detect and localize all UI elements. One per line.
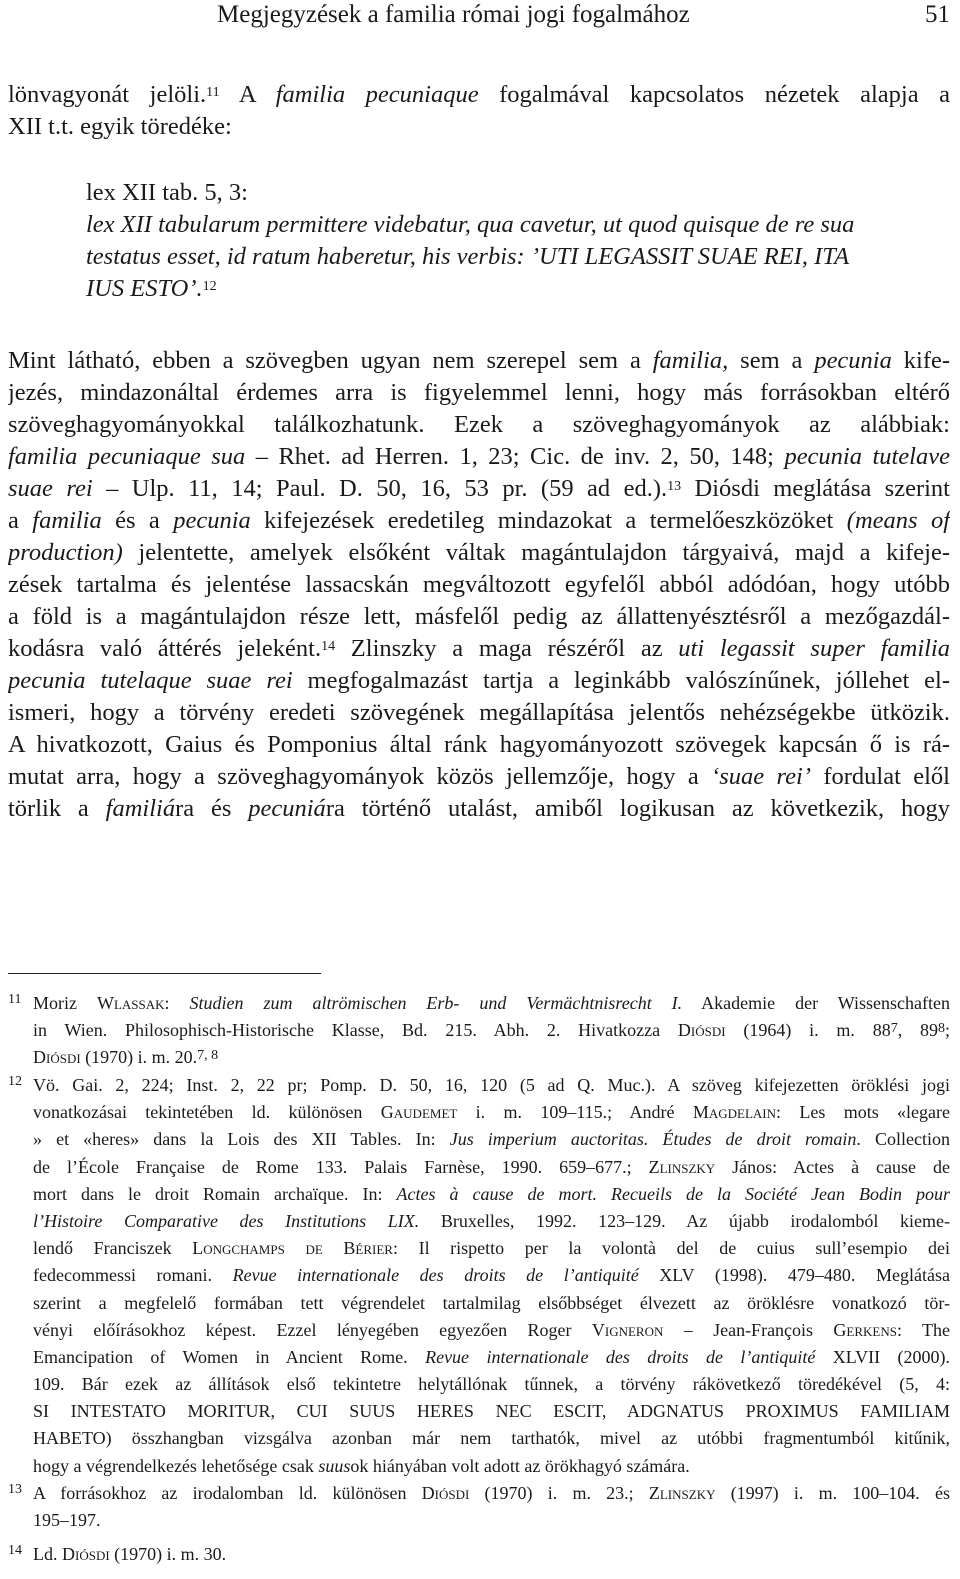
footnote-number: 11	[8, 992, 22, 1007]
footnote-line: HABETO) összhangban vizsgálva azonban már nem tarthatók, mivel az utóbbi fragmentumból kitűnik,	[33, 1428, 950, 1449]
text-line: szöveghagyományokkal találkozhatunk. Ezek a szöveghagyományok az alábbiak:	[8, 411, 950, 438]
footnote-line: Diósdi (1970) i. m. 20.$^{7, 8}$	[33, 1047, 219, 1068]
footnote-line: Ld. Diósdi (1970) i. m. 30.	[33, 1544, 227, 1564]
footnote-line: A forrásokhoz az irodalomban ld. különösen Diósdi (1970) i. m. 23.; Zlinszky (1997) i. m. 100–104. és	[33, 1483, 950, 1503]
footnote-line: SI INTESTATO MORITUR, CUI SUUS HERES NEC ESCIT, ADGNATUS PROXIMUS FAMILIAM	[33, 1401, 950, 1422]
quote-line: lex XII tabularum permittere videbatur, qua cavetur, ut quod quisque de re sua	[86, 211, 855, 238]
footnote-line: Vö. Gai. 2, 224; Inst. 2, 22 pr; Pomp. D. 50, 16, 120 (5 ad Q. Muc.). A szöveg kifejezetten öröklési jogi	[33, 1075, 950, 1095]
quote-line: testatus esset, id ratum haberetur, his verbis: ’UTI LEGASSIT SUAE REI, ITA	[86, 243, 850, 270]
page-number: 51	[925, 1, 950, 28]
footnote-line: l’Histoire Comparative des Institutions LIX. Bruxelles, 1992. 123–129. Az újabb irodalomból kieme-	[33, 1210, 950, 1231]
footnote-line: Moriz Wlassak: Studien zum altrömischen Erb- und Vermächtnisrecht I. Akademie der Wissenschaften	[33, 993, 950, 1013]
block-quote	[86, 177, 950, 305]
footnote-line: 109. Bár ezek az állítások első tekintetre helytállónak tűnnek, a törvény rákövetkező töredékével (5, 4:	[33, 1374, 950, 1395]
text-line: kodásra való áttérés jeleként.$^{14}$ Zlinszky a maga részéről az uti legassit super familia	[8, 635, 950, 662]
text-line: jezés, mindazonáltal érdemes arra is figyelemmel lenni, hogy más forrásokban eltérő	[8, 379, 950, 406]
text-line: a familia és a pecunia kifejezések eredetileg mindazokat a termelőeszközöket (means of	[8, 507, 950, 534]
text-line: zések tartalma és jelentése lassacskán megváltozott egyfelől abból adódóan, hogy utóbb	[8, 571, 950, 598]
footnote-line: Emancipation of Women in Ancient Rome. Revue internationale des droits de l’antiquité XLVII (2000).	[33, 1346, 950, 1367]
footnote-line: 195–197.	[33, 1510, 101, 1531]
text-line: familia pecuniaque sua – Rhet. ad Herren. 1, 23; Cic. de inv. 2, 50, 148; pecunia tutelave	[8, 443, 950, 470]
text-line: a föld is a magántulajdon része lett, másfelől pedig az állattenyésztésről a mezőgazdál-	[8, 603, 950, 630]
text-line: törlik a familiára és pecuniára történő utalást, amiből logikusan az következik, hogy	[8, 795, 950, 822]
footnote-line: hogy a végrendelkezés lehetősége csak suusok hiányában volt adott az örökhagyó számára.	[33, 1455, 690, 1476]
footnote-line: lendő Franciszek Longchamps de Bérier: Il rispetto per la volontà del de cuius sull’esempio dei	[33, 1238, 950, 1259]
footnote-line: szerint a megfelelő formában tett végrendelet tartalmilag elsőbbséget élvezett az öröklésre vonatkozó tör-	[33, 1292, 950, 1313]
footnote-number: 13	[8, 1482, 22, 1497]
intro-paragraph	[8, 79, 950, 143]
text-line: ismeri, hogy a törvény eredeti szövegének megállapítása jelentős nehézségekbe ütközik.	[8, 699, 950, 726]
footnote-line: » et «heres» dans la Lois des XII Tables. In: Jus imperium auctoritas. Études de droit romain. Collection	[33, 1129, 950, 1150]
quote-reference: lex XII tab. 5, 3:	[86, 179, 248, 206]
footnote-line: de l’École Française de Rome 133. Palais Farnèse, 1990. 659–677.; Zlinszky János: Actes à cause de	[33, 1156, 950, 1177]
footnote-line: in Wien. Philosophisch-Historische Klasse, Bd. 215. Abh. 2. Hivatkozza Diósdi (1964) i. m. $88^7$, $89^8$;	[33, 1020, 950, 1041]
footnote-number: 14	[8, 1543, 22, 1558]
footnote-line: vényi előírásokhoz képest. Ezzel lényegében egyezően Roger Vigneron – Jean-François Gerkens: The	[33, 1319, 950, 1340]
footnote-ref[interactable]: 11	[206, 85, 220, 100]
running-title: Megjegyzések a familia római jogi fogalmához	[217, 1, 690, 28]
text-line: production) jelentette, amelyek elsőként váltak magántulajdon tárgyaivá, majd a kifeje-	[8, 539, 950, 566]
footnote-ref[interactable]: 12	[202, 279, 217, 294]
footnote-number: 12	[8, 1074, 22, 1089]
running-header	[217, 0, 950, 40]
text-line: mutat arra, hogy a szöveghagyományok közös jellemzője, hogy a ‘suae rei’ fordulat elől	[8, 763, 950, 790]
footnote-separator	[8, 973, 321, 974]
text-line: A hivatkozott, Gaius és Pomponius által ránk hagyományozott szövegek kapcsán ő is rá-	[8, 731, 950, 758]
quote-line: IUS ESTO’.$^{12}$	[86, 275, 217, 302]
footnote-ref[interactable]: 13	[667, 479, 682, 494]
text-line: suae rei – Ulp. 11, 14; Paul. D. 50, 16, 53 pr. (59 ad ed.).$^{13}$ Diósdi meglátása szerint	[8, 475, 950, 502]
footnote-line: mort dans le droit Romain archaïque. In: Actes à cause de mort. Recueils de la Société Jean Bodin pour	[33, 1183, 950, 1204]
footnote-line: vonatkozásai tekintetében ld. különösen Gaudemet i. m. 109–115.; André Magdelain: Les mots «legare	[33, 1102, 950, 1123]
text-line: pecunia tutelaque suae rei megfogalmazást tartja a leginkább valószínűnek, jóllehet el-	[8, 667, 950, 694]
main-paragraph	[8, 345, 950, 825]
text-line: Mint látható, ebben a szövegben ugyan nem szerepel sem a familia, sem a pecunia kife-	[8, 347, 950, 374]
text-line: XII t.t. egyik töredéke:	[8, 113, 232, 140]
footnote-ref[interactable]: 14	[321, 639, 336, 654]
text-line: lönvagyonát jelöli.$^{11}$ A familia pecuniaque fogalmával kapcsolatos nézetek alapja a	[8, 81, 950, 108]
footnote-line: fedecommessi romani. Revue internationale des droits de l’antiquité XLV (1998). 479–480. Meglátása	[33, 1265, 950, 1286]
